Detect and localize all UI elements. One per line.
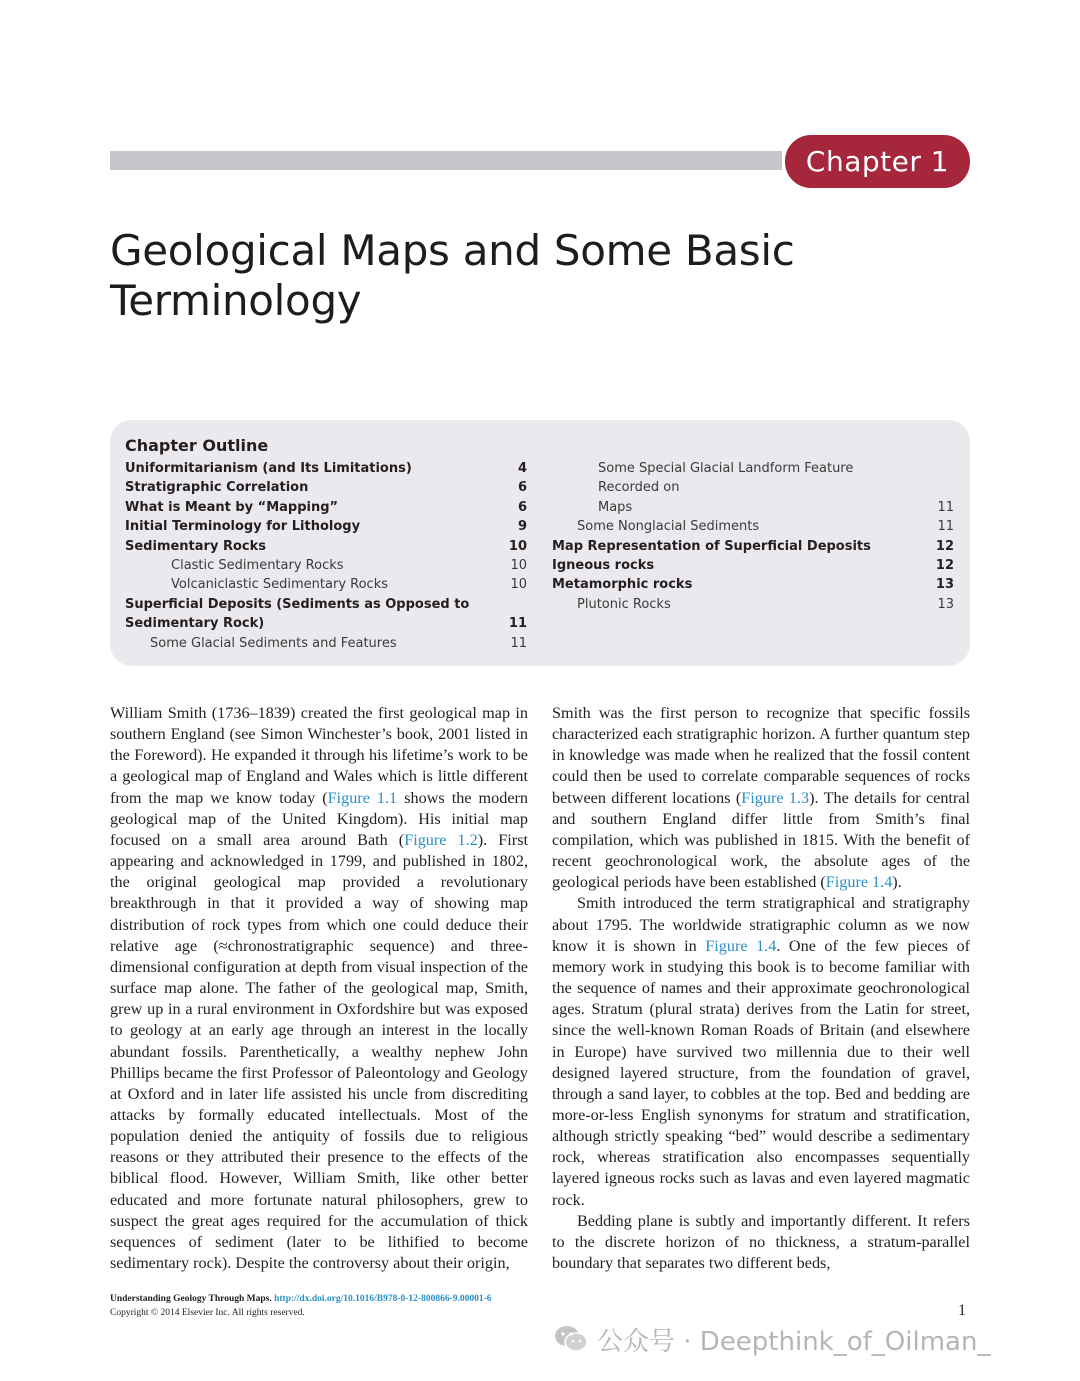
figure-link[interactable]: Figure 1.4 (705, 936, 777, 955)
figure-link[interactable]: Figure 1.1 (327, 788, 398, 807)
doi-link[interactable]: http://dx.doi.org/10.1016/B978-0-12-800866-9.00001-6 (274, 1294, 492, 1304)
outline-subitem[interactable]: Some Nonglacial Sediments 11 (577, 519, 954, 535)
body-paragraph: Smith introduced the term stratigraphical and stratigraphy about 1795. The worldwide stratigraphic column as we now know it is shown in Figure 1.4. One of the few pieces of memory work in studying this book is to become familiar with the sequence of names and their approximate geochronological ages. Stratum (plural strata) derives from the Latin for street, since the well-known Roman Roads of Britain (and elsewhere in Europe) have survived two millennia due to their well designed layered structure, from the foundation of gravel, through a sand layer, to cobbles at the top. Bed and bedding are more-or-less English synonyms for stratum and stratification, although strictly speaking “bed” would describe a sedimentary rock, whereas stratification also encompasses sequentially layered igneous rocks such as lavas and even layered magmatic rock. (552, 894, 970, 1209)
watermark (553, 1322, 990, 1356)
outline-subitem[interactable]: Volcaniclastic Sedimentary Rocks 10 (171, 577, 527, 593)
figure-link[interactable]: Figure 1.2 (404, 830, 478, 849)
body-column-left (110, 703, 528, 1274)
footer-copyright: Copyright © 2014 Elsevier Inc. All rights reserved. (110, 1308, 305, 1318)
outline-item[interactable]: Metamorphic rocks 13 (552, 577, 954, 593)
outline-subitem[interactable]: Some Special Glacial Landform Feature Recorded on (598, 461, 854, 496)
figure-link[interactable]: Figure 1.3 (741, 788, 810, 807)
outline-item[interactable]: Superficial Deposits (Sediments as Opposed to (125, 596, 470, 612)
outline-item[interactable]: Uniformitarianism (and Its Limitations) 4 (125, 461, 527, 476)
body-paragraph: William Smith (1736–1839) created the first geological map in southern England (see Simon Winchester’s book, 2001 listed in the Foreword). He expanded it through his lifetime’s work to be a geological map of England and Wales which is little different from the map we know today (Figure 1.1 shows the modern geological map of the United Kingdom). His initial map focused on a small area around Bath (Figure 1.2). First appearing and acknowledged in 1799, and published in 1802, the original geological map provided a revolutionary breakthrough in that it provided a way of showing map distribution of rock types from which one could deduce their relative age (≈chronostratigraphic sequence) and three-dimensional configuration at depth from visual inspection of the surface map alone. The father of the geological map, Smith, grew up in a rural environment in Oxfordshire but was exposed to geology at an early age through an interest in the locally abundant fossils. Parenthetically, a wealthy nephew John Phillips became the first Professor of Paleontology and Geology at Oxford and in later life assisted his uncle from discrediting attacks by formally educated intellectuals. Most of the population denied the antiquity of fossils due to religious reasons or they attributed their presence to the effects of the biblical flood. However, William Smith, like other better educated and more fortunate natural philosophers, grew to suspect the great ages required for the accumulation of thick sequences of sediment (later to be lithified to become sedimentary rock). Despite the controversy about their origin, (110, 704, 529, 1273)
outline-item[interactable]: Sedimentary Rock) 11 (125, 616, 527, 632)
outline-item[interactable]: Stratigraphic Correlation 6 (125, 480, 527, 496)
outline-subitem[interactable]: Plutonic Rocks 13 (577, 596, 954, 612)
outline-subitem[interactable]: Maps 11 (598, 499, 954, 515)
title-line-2: Terminology (110, 276, 362, 325)
outline-item[interactable]: Initial Terminology for Lithology 9 (125, 519, 527, 535)
outline-left-column (125, 459, 527, 653)
body-column-right (552, 703, 970, 1274)
page-number: 1 (958, 1302, 966, 1319)
watermark-text: 公众号 · Deepthink_of_Oilman_ (597, 1326, 991, 1357)
body-paragraph: Smith was the first person to recognize that specific fossils characterized each stratigraphic horizon. A further quantum step in knowledge was made when he realized that the fossil content could then be used to correlate comparable sequences of rocks between different locations (Figure 1.3). The details for central and southern England differ little from Smith’s final compilation, which was published in 1815. With the benefit of recent geochronological work, the absolute ages of the geological periods have been established (Figure 1.4). (552, 704, 970, 892)
chapter-header-bar (110, 151, 782, 170)
title-line-1: Geological Maps and Some Basic (110, 226, 795, 275)
outline-heading: Chapter Outline (125, 436, 269, 455)
chapter-label: Chapter 1 (785, 135, 970, 188)
wechat-icon (553, 1324, 589, 1354)
outline-right-column (552, 459, 954, 614)
body-paragraph: Bedding plane is subtly and importantly different. It refers to the discrete horizon of no thickness, a stratum-parallel boundary that separates two different beds, (552, 1211, 970, 1273)
outline-item[interactable]: What is Meant by “Mapping” 6 (125, 499, 527, 515)
outline-item[interactable]: Igneous rocks 12 (552, 558, 954, 574)
outline-subitem[interactable]: Clastic Sedimentary Rocks 10 (171, 558, 527, 574)
footer-citation (110, 1294, 492, 1304)
outline-item[interactable]: Sedimentary Rocks 10 (125, 538, 527, 554)
page-title (110, 226, 870, 326)
figure-link[interactable]: Figure 1.4 (825, 873, 893, 892)
footer-book-title: Understanding Geology Through Maps. (110, 1294, 272, 1304)
outline-item[interactable]: Map Representation of Superficial Deposits 12 (552, 538, 954, 554)
outline-subitem[interactable]: Some Glacial Sediments and Features 11 (150, 635, 527, 651)
